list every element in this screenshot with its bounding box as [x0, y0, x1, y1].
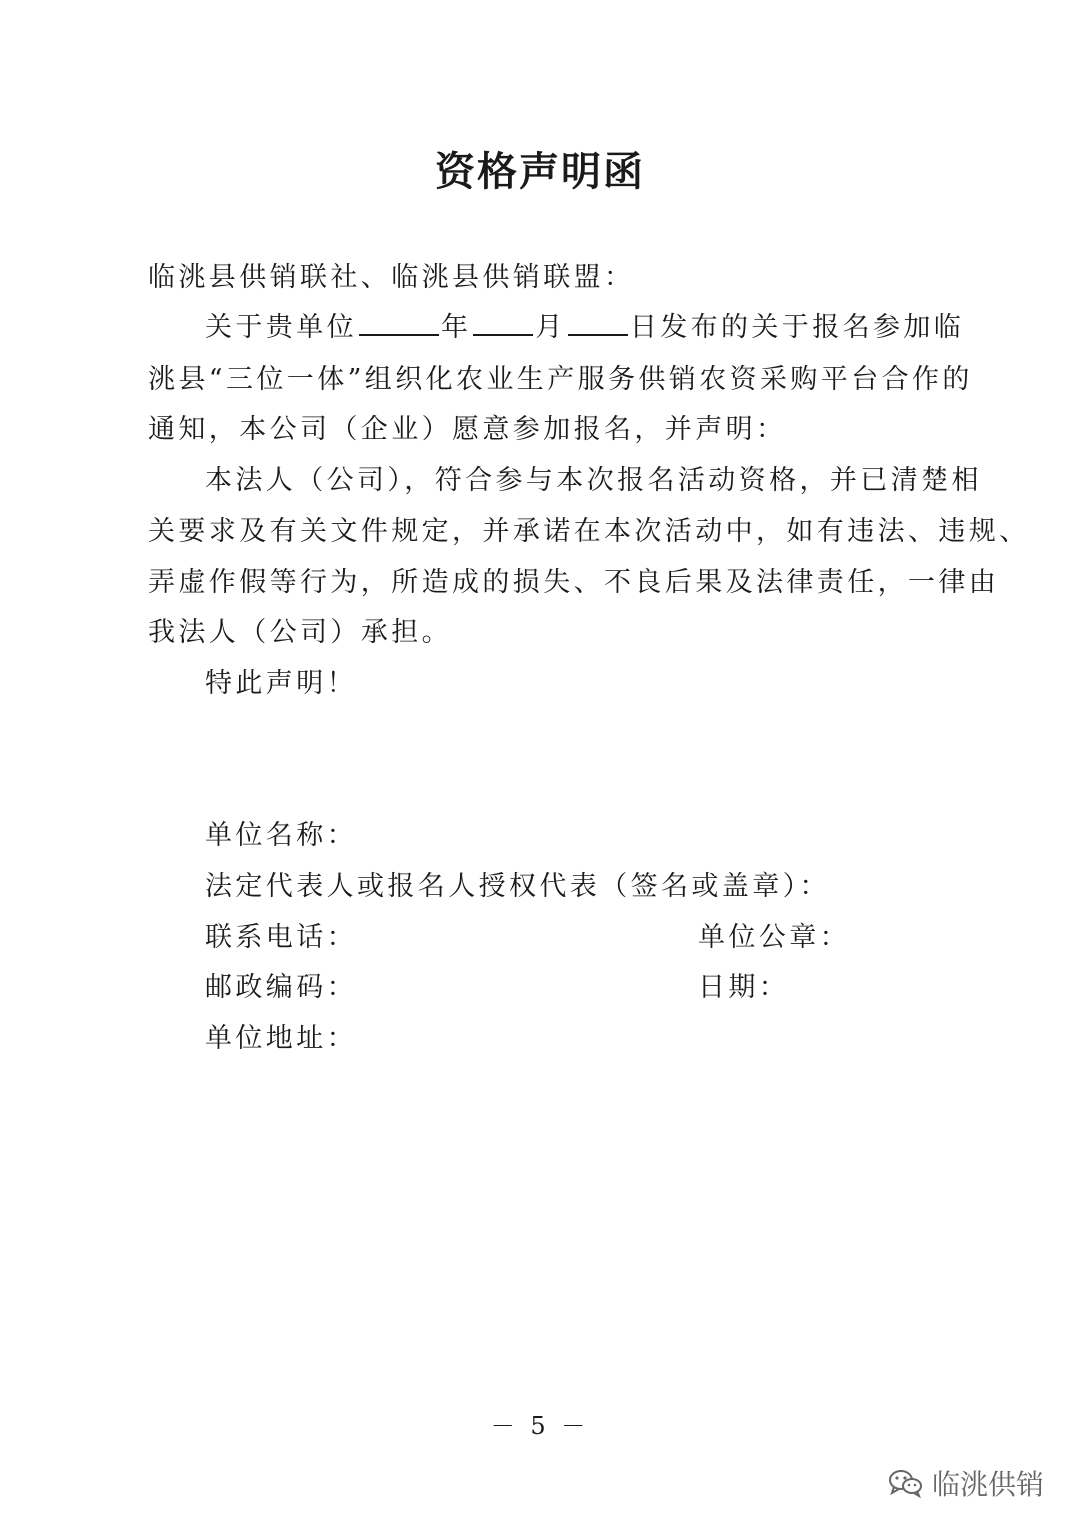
page-number: － 5 －	[490, 1412, 590, 1440]
year-blank	[359, 308, 439, 336]
paragraph2-line3: 弄虚作假等行为，所造成的损失、不良后果及法律责任，一律由	[148, 567, 1000, 598]
postcode-label: 邮政编码：	[205, 972, 357, 1003]
watermark-label: 临洮供销	[931, 1468, 1044, 1501]
paragraph1-text-c: 月	[535, 312, 566, 343]
paragraph1-line3: 通知，本公司（企业）愿意参加报名，并声明：	[148, 414, 787, 445]
paragraph1-line2: 洮县“三位一体”组织化农业生产服务供销农资采购平台合作的	[148, 364, 973, 395]
address-label: 单位地址：	[205, 1023, 357, 1054]
paragraph1-text-d: 日发布的关于报名参加临	[629, 312, 965, 343]
closing-statement: 特此声明！	[205, 668, 357, 699]
unit-name-label: 单位名称：	[205, 820, 357, 851]
paragraph1-text-b: 年	[441, 312, 472, 343]
document-title: 资格声明函	[435, 148, 645, 195]
representative-label: 法定代表人或报名人授权代表（签名或盖章）：	[205, 871, 830, 902]
date-label: 日期：	[698, 972, 790, 1003]
phone-label: 联系电话：	[205, 922, 357, 953]
day-blank	[568, 308, 628, 336]
paragraph2-line1: 本法人（公司），符合参与本次报名活动资格，并已清楚相	[205, 465, 982, 496]
month-blank	[473, 308, 533, 336]
seal-label: 单位公章：	[698, 922, 850, 953]
wechat-icon	[888, 1468, 924, 1498]
paragraph2-line4: 我法人（公司）承担。	[148, 617, 452, 648]
salutation: 临洮县供销联社、临洮县供销联盟：	[148, 262, 635, 293]
paragraph1-line1	[205, 308, 964, 348]
watermark	[888, 1463, 1044, 1503]
paragraph1-text-a: 关于贵单位	[205, 312, 357, 343]
paragraph2-line2: 关要求及有关文件规定，并承诺在本次活动中，如有违法、违规、	[148, 516, 1030, 547]
